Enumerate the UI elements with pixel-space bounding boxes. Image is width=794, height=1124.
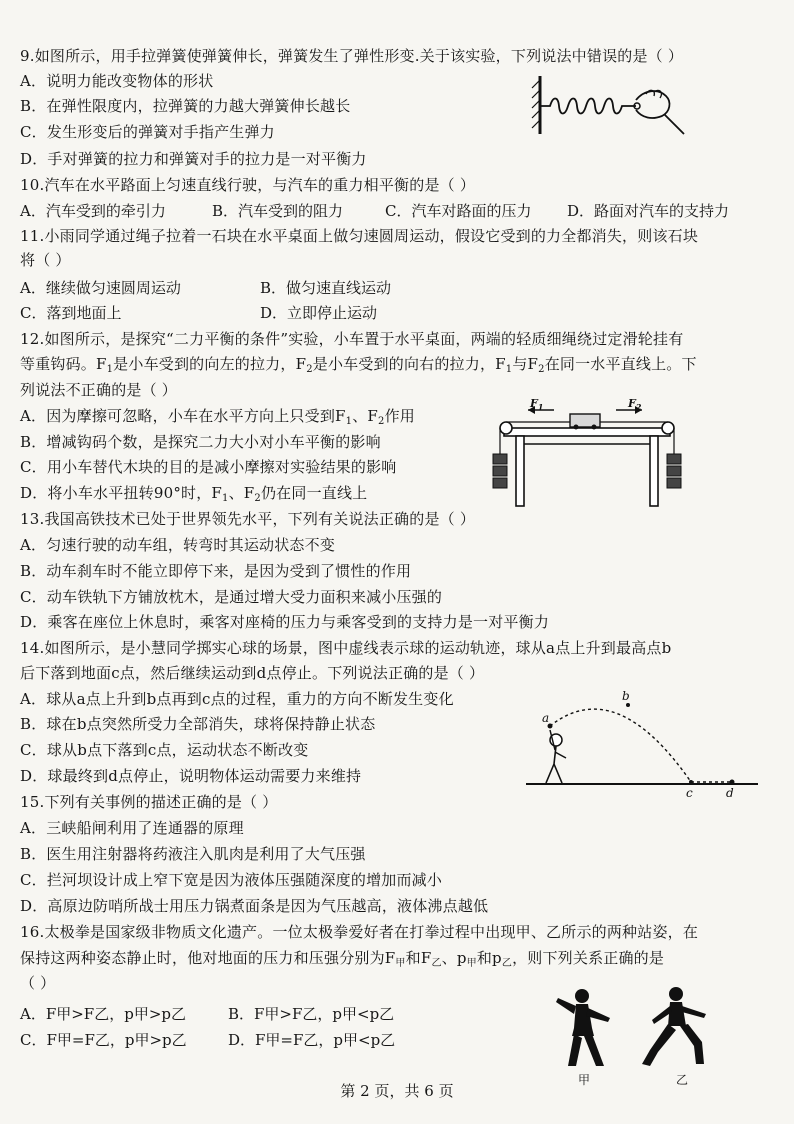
spring-figure [528,72,698,138]
q15-option-b: B．医生用注射器将药液注入肌肉是利用了大气压强 [20,845,366,863]
taiji-stance-yi-figure [636,984,716,1070]
q9-option-d: D．手对弹簧的拉力和弹簧对手的拉力是一对平衡力 [20,150,367,168]
q9-option-c: C．发生形变后的弹簧对手指产生弹力 [20,123,275,141]
label-d: d [726,786,734,800]
q11-option-d: D．立即停止运动 [260,304,378,322]
label-f2: $F_2$ [628,398,642,412]
q12-option-b: B．增减钩码个数，是探究二力大小对小车平衡的影响 [20,433,381,451]
label-a: a [542,711,550,725]
q9-option-a: A．说明力能改变物体的形状 [20,72,214,90]
two-force-balance-figure [488,398,688,510]
q10-option-a: A．汽车受到的牵引力 [20,202,166,220]
q10-option-c: C．汽车对路面的压力 [385,202,532,220]
q12-stem-line2: 等重钩码。$F_1$是小车受到的向左的拉力，$F_2$是小车受到的向右的拉力，$F_1$与$F_2$在同一水平直线上。下 [20,355,697,375]
q11-option-a: A．继续做匀速圆周运动 [20,279,181,297]
q12-stem-line3: 列说法不正确的是（ ） [20,381,177,399]
q16-option-c: C．F甲=F乙，p甲>p乙 [20,1031,187,1049]
ball-throw-figure [526,688,758,800]
caption-yi: 乙 [676,1073,689,1087]
caption-jia: 甲 [578,1073,591,1087]
q16-stem-line2: 保持这两种姿态静止时，他对地面的压力和压强分别为$F_甲$和$F_乙$、$p_甲$和$p_乙$，则下列关系正确的是 [20,949,665,969]
taiji-stance-jia-figure [552,984,622,1070]
q13-option-d: D．乘客在座位上休息时，乘客对座椅的压力与乘客受到的支持力是一对平衡力 [20,613,550,631]
q16-stem-line3: （ ） [20,974,56,992]
q11-stem-line1: 11.小雨同学通过绳子拉着一石块在水平桌面上做匀速圆周运动，假设它受到的力全都消失，则该石块 [20,227,699,245]
q9-stem: 9.如图所示，用手拉弹簧使弹簧伸长，弹簧发生了弹性形变.关于该实验，下列说法中错误的是（ ） [20,47,684,65]
label-f1: $F_1$ [530,398,544,412]
label-b: b [622,689,630,703]
q15-stem: 15.下列有关事例的描述正确的是（ ） [20,793,278,811]
q15-option-c: C．拦河坝设计成上窄下宽是因为液体压强随深度的增加而减小 [20,871,443,889]
q12-option-c: C．用小车替代木块的目的是减小摩擦对实验结果的影响 [20,458,397,476]
q13-option-c: C．动车铁轨下方铺放枕木，是通过增大受力面积来减小压强的 [20,588,443,606]
q16-stem-line1: 16.太极拳是国家级非物质文化遗产。一位太极拳爱好者在打拳过程中出现甲、乙所示的两种站姿，在 [20,923,699,941]
q14-stem-line1: 14.如图所示，是小慧同学掷实心球的场景，图中虚线表示球的运动轨迹，球从a点上升到最高点b [20,639,672,657]
q14-stem-line2: 后下落到地面c点，然后继续运动到d点停止。下列说法正确的是（ ） [20,664,485,682]
q15-option-d: D．高原边防哨所战士用压力锅煮面条是因为气压越高，液体沸点越低 [20,897,489,915]
q16-option-d: D．F甲=F乙，p甲<p乙 [228,1031,396,1049]
q16-option-b: B．F甲>F乙，p甲<p乙 [228,1005,395,1023]
q14-option-a: A．球从a点上升到b点再到c点的过程，重力的方向不断发生变化 [20,690,454,708]
q14-option-c: C．球从b点下落到c点，运动状态不断改变 [20,741,309,759]
q11-option-b: B．做匀速直线运动 [260,279,392,297]
q11-stem-line2: 将（ ） [20,251,71,269]
q11-option-c: C．落到地面上 [20,304,122,322]
q13-option-a: A．匀速行驶的动车组，转弯时其运动状态不变 [20,536,336,554]
q12-option-d: D．将小车水平扭转90°时，$F_1$、$F_2$仍在同一直线上 [20,484,368,504]
q12-option-a: A．因为摩擦可忽略，小车在水平方向上只受到$F_1$、$F_2$作用 [20,407,415,427]
q14-option-d: D．球最终到d点停止，说明物体运动需要力来维持 [20,767,362,785]
q14-option-b: B．球在b点突然所受力全部消失，球将保持静止状态 [20,715,376,733]
q10-option-d: D．路面对汽车的支持力 [567,202,730,220]
q10-option-b: B．汽车受到的阻力 [212,202,344,220]
q12-stem-line1: 12.如图所示，是探究“二力平衡的条件”实验，小车置于水平桌面，两端的轻质细绳绕过定滑轮挂有 [20,330,684,348]
page-footer: 第 2 页，共 6 页 [340,1082,454,1100]
label-c: c [686,786,693,800]
q16-option-a: A．F甲>F乙，p甲>p乙 [20,1005,186,1023]
q15-option-a: A．三峡船闸利用了连通器的原理 [20,819,244,837]
q9-option-b: B．在弹性限度内，拉弹簧的力越大弹簧伸长越长 [20,97,351,115]
q13-stem: 13.我国高铁技术已处于世界领先水平，下列有关说法正确的是（ ） [20,510,476,528]
q10-stem: 10.汽车在水平路面上匀速直线行驶，与汽车的重力相平衡的是（ ） [20,176,476,194]
q13-option-b: B．动车刹车时不能立即停下来，是因为受到了惯性的作用 [20,562,412,580]
